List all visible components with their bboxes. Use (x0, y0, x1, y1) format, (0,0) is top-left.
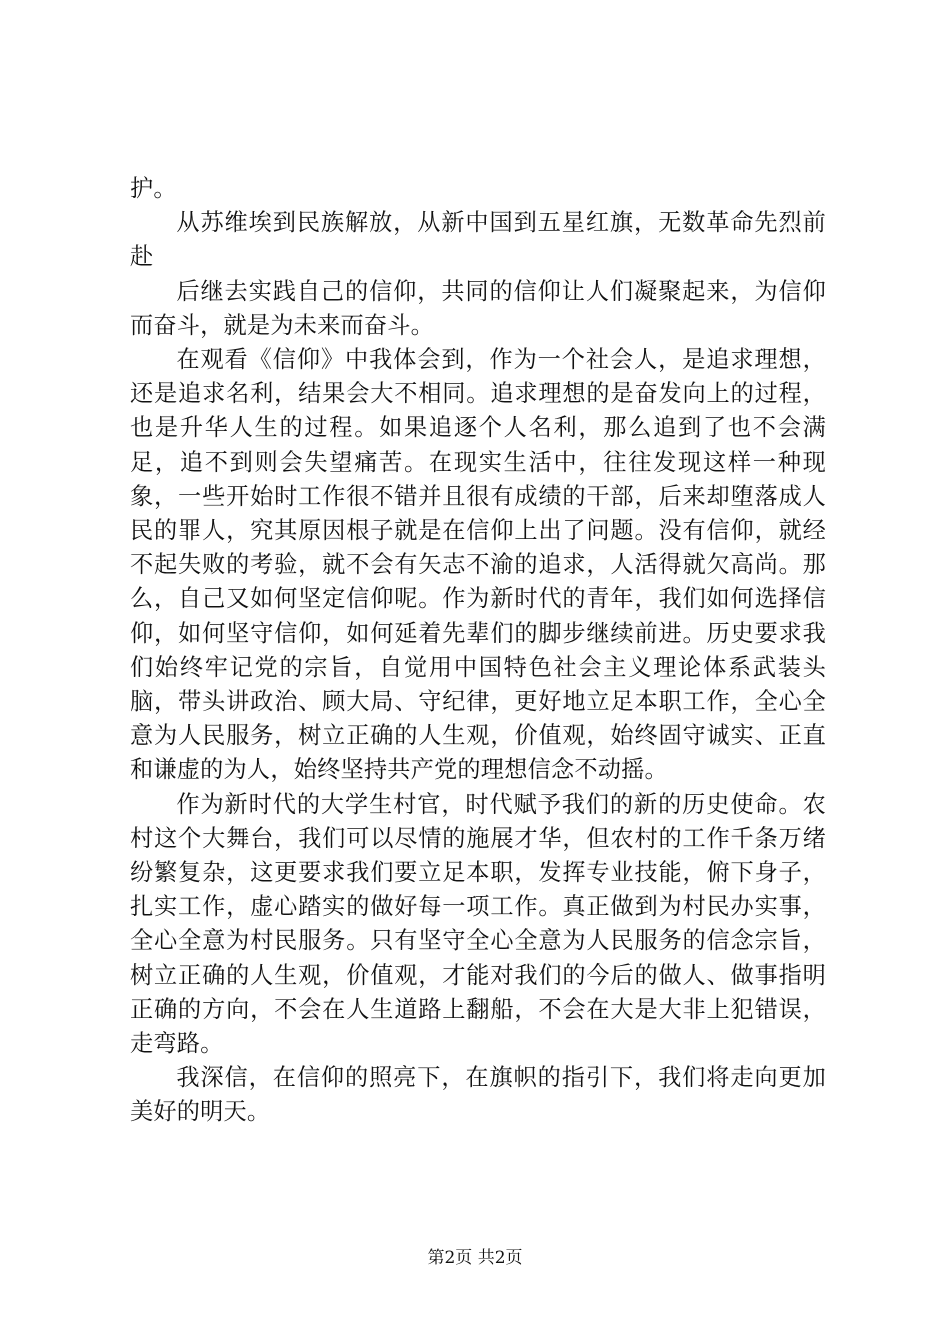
paragraph-4: 在观看《信仰》中我体会到，作为一个社会人，是追求理想，还是追求名利，结果会大不相同。追求理想的是奋发向上的过程，也是升华人生的过程。如果追逐个人名利，那么追到了也不会满足，追不到则会失望痛苦。在现实生活中，往往发现这样一种现象，一些开始时工作很不错并且很有成绩的干部，后来却堕落成人民的罪人，究其原因根子就是在信仰上出了问题。没有信仰，就经不起失败的考验，就不会有矢志不渝的追求，人活得就欠高尚。那么，自己又如何坚定信仰呢。作为新时代的青年，我们如何选择信仰，如何坚守信仰，如何延着先辈们的脚步继续前进。历史要求我们始终牢记党的宗旨，自觉用中国特色社会主义理论体系武装头脑，带头讲政治、顾大局、守纪律，更好地立足本职工作，全心全意为人民服务，树立正确的人生观，价值观，始终固守诚实、正直和谦虚的为人，始终坚持共产党的理想信念不动摇。 (130, 346, 826, 784)
paragraph-2: 从苏维埃到民族解放，从新中国到五星红旗，无数革命先烈前赴 (130, 209, 826, 271)
paragraph-5: 作为新时代的大学生村官，时代赋予我们的新的历史使命。农村这个大舞台，我们可以尽情的施展才华，但农村的工作千条万绪纷繁复杂，这更要求我们要立足本职，发挥专业技能，俯下身子，扎实工作，虚心踏实的做好每一项工作。真正做到为村民办实事，全心全意为村民服务。只有坚守全心全意为人民服务的信念宗旨，树立正确的人生观，价值观，才能对我们的今后的做人、做事指明正确的方向，不会在人生道路上翻船，不会在大是大非上犯错误，走弯路。 (130, 790, 826, 1058)
paragraph-1: 护。 (130, 175, 177, 202)
document-body (130, 172, 826, 1130)
page-footer (0, 1243, 950, 1268)
paragraph-6: 我深信，在信仰的照亮下，在旗帜的指引下，我们将走向更加美好的明天。 (130, 1064, 826, 1126)
page-number-label: 第2页 共2页 (427, 1248, 523, 1268)
paragraph-3: 后继去实践自己的信仰，共同的信仰让人们凝聚起来，为信仰而奋斗，就是为未来而奋斗。 (130, 277, 826, 339)
